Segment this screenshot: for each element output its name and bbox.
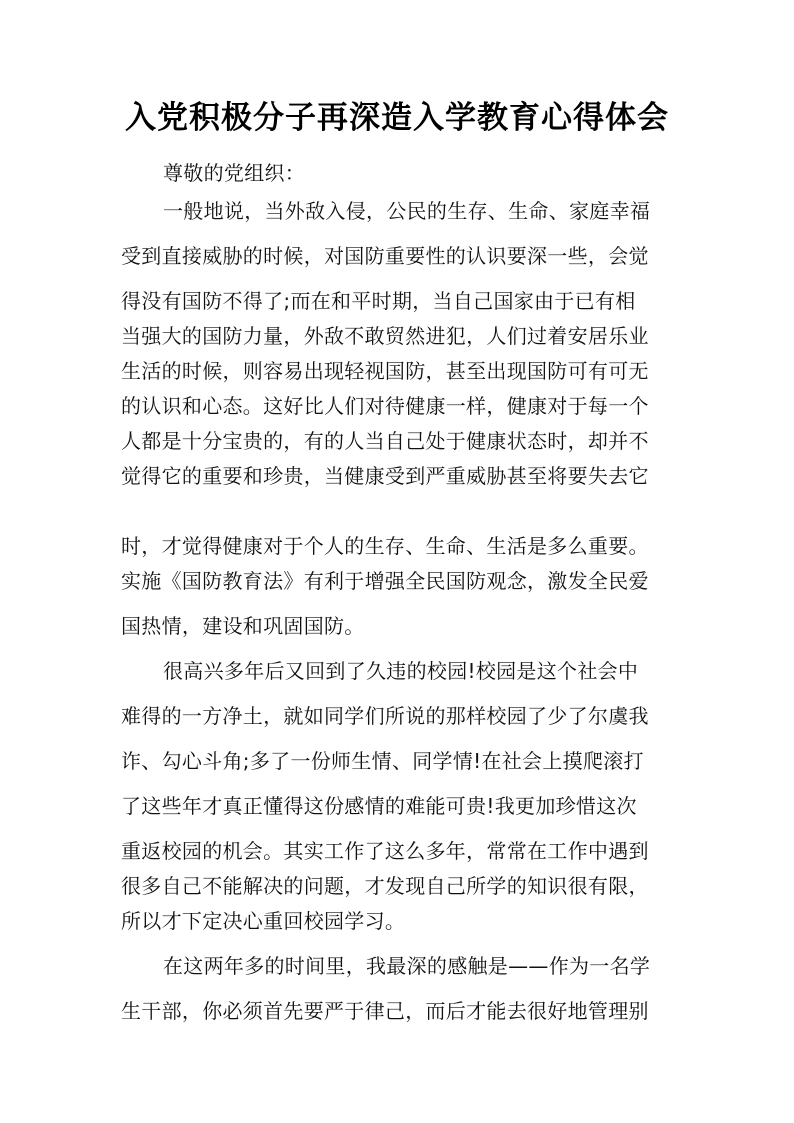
paragraph-line: 在这两年多的时间里，我最深的感触是——作为一名学 [163,954,651,978]
paragraph-line: 诈、勾心斗角;多了一份师生情、同学情!在社会上摸爬滚打 [121,749,644,773]
salutation: 尊敬的党组织： [163,161,306,185]
paragraph-line: 一般地说，当外敌入侵，公民的生存、生命、家庭幸福 [163,199,651,223]
document-title: 入党积极分子再深造入学教育心得体会 [125,100,669,136]
paragraph-line: 生干部，你必须首先要严于律己，而后才能去很好地管理别 [121,999,649,1023]
paragraph-line: 所以才下定决心重回校园学习。 [121,909,406,933]
paragraph-line: 很多自己不能解决的问题，才发现自己所学的知识很有限， [121,874,649,898]
paragraph-line: 时，才觉得健康对于个人的生存、生命、生活是多么重要。 [121,534,649,558]
paragraph-line: 重返校园的机会。其实工作了这么多年，常常在工作中遇到 [121,839,649,863]
paragraph-line: 难得的一方净土，就如同学们所说的那样校园了少了尔虞我 [121,704,649,728]
paragraph-line: 受到直接威胁的时候，对国防重要性的认识要深一些，会觉 [121,244,649,268]
paragraph-line: 实施《国防教育法》有利于增强全民国防观念，激发全民爱 [121,569,649,593]
paragraph-line: 了这些年才真正懂得这份感情的难能可贵!我更加珍惜这次 [121,794,637,818]
paragraph-line: 人都是十分宝贵的，有的人当自己处于健康状态时，却并不 [121,429,649,453]
paragraph-line: 的认识和心态。这好比人们对待健康一样，健康对于每一个 [121,394,649,418]
paragraph-line: 很高兴多年后又回到了久违的校园!校园是这个社会中 [163,659,639,683]
paragraph-line: 觉得它的重要和珍贵，当健康受到严重威胁甚至将要失去它 [121,464,649,488]
paragraph-line: 得没有国防不得了;而在和平时期，当自己国家由于已有相 [121,289,636,313]
paragraph-line: 生活的时候，则容易出现轻视国防，甚至出现国防可有可无 [121,359,649,383]
paragraph-line: 国热情，建设和巩固国防。 [121,614,365,638]
paragraph-line: 当强大的国防力量，外敌不敢贸然进犯，人们过着安居乐业 [121,324,649,348]
